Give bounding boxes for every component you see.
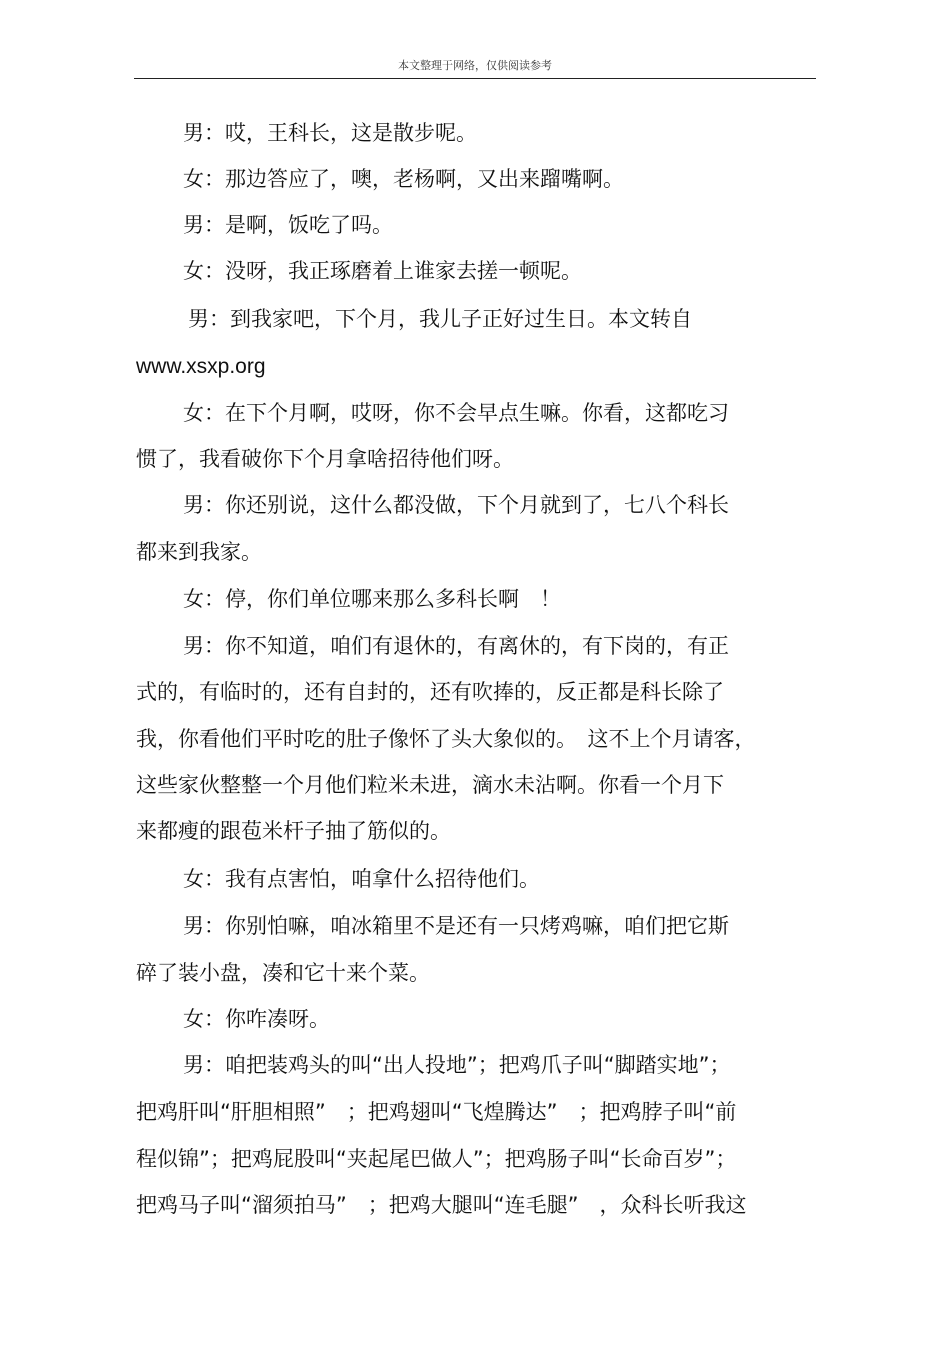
header-text: 本文整理于网络，仅供阅读参考 [398,59,552,72]
text-line: 男：咱把装鸡头的叫“出人投地”；把鸡爪子叫“脚踏实地”； [183,1053,731,1077]
text-line: 女：停，你们单位哪来那么多科长啊 ！ [183,587,561,611]
website-url: www.xsxp.org [136,355,266,378]
text-line: 碎了装小盘，凑和它十来个菜。 [136,961,430,985]
text-line: 男：到我家吧，下个月，我儿子正好过生日。本文转自 [188,307,692,331]
text-line: 女：你咋凑呀。 [183,1007,330,1031]
text-line: 男：你还别说，这什么都没做，下个月就到了，七八个科长 [183,493,729,517]
text-line: 女：在下个月啊，哎呀，你不会早点生嘛。你看，这都吃习 [183,401,729,425]
text-line: 来都瘦的跟苞米杆子抽了筋似的。 [136,819,451,843]
text-line: 把鸡马子叫“溜须拍马” ；把鸡大腿叫“连毛腿” ，众科长听我这 [136,1193,747,1217]
text-line: 女：没呀，我正琢磨着上谁家去搓一顿呢。 [183,259,582,283]
text-line: 男：你不知道，咱们有退休的，有离休的，有下岗的，有正 [183,634,729,658]
page-header [134,52,816,79]
text-line: 女：我有点害怕，咱拿什么招待他们。 [183,867,540,891]
text-line: 惯了，我看破你下个月拿啥招待他们呀。 [136,447,514,471]
text-line: 我，你看他们平时吃的肚子像怀了头大象似的。 这不上个月请客， [136,727,756,751]
text-line: 女：那边答应了，噢，老杨啊，又出来蹓嘴啊。 [183,167,624,191]
text-line: 把鸡肝叫“肝胆相照” ；把鸡翅叫“飞煌腾达” ；把鸡脖子叫“前 [136,1100,737,1124]
text-line: 这些家伙整整一个月他们粒米未进，滴水未沾啊。你看一个月下 [136,773,724,797]
text-line: 式的，有临时的，还有自封的，还有吹捧的，反正都是科长除了 [136,680,724,704]
text-line: 男：是啊，饭吃了吗。 [183,213,393,237]
text-line: 都来到我家。 [136,540,262,564]
text-line: 男：你别怕嘛，咱冰箱里不是还有一只烤鸡嘛，咱们把它斯 [183,914,729,938]
text-line: 程似锦”；把鸡屁股叫“夹起尾巴做人”；把鸡肠子叫“长命百岁”； [136,1147,737,1171]
text-line: 男：哎，王科长，这是散步呢。 [183,121,477,145]
